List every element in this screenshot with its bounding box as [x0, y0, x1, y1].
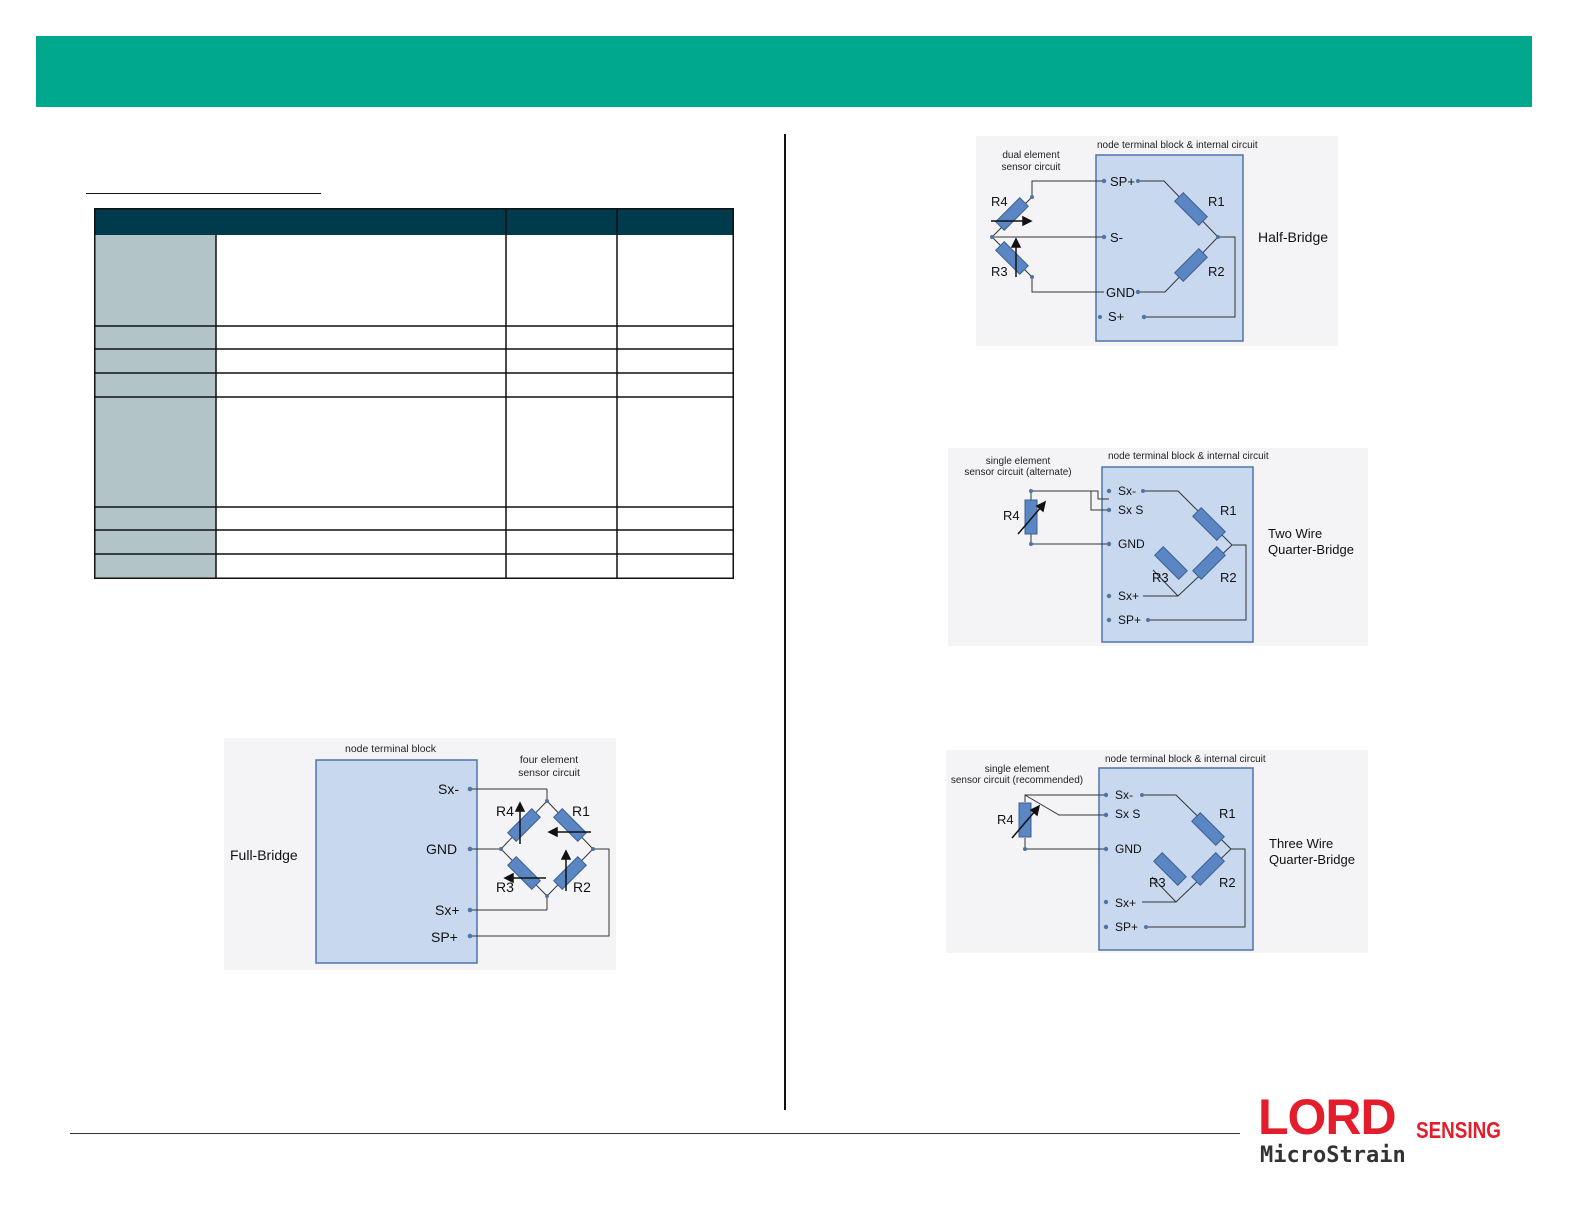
page-header-bar: [36, 36, 1532, 107]
bridge-type-label: Quarter-Bridge: [1268, 542, 1354, 557]
bridge-type-label: Full-Bridge: [230, 847, 298, 863]
resistor-label: R3: [1152, 570, 1169, 585]
pin-label: Sx S: [1118, 503, 1144, 517]
bridge-type-label: Two Wire: [1268, 526, 1323, 541]
resistor-label: R2: [1219, 875, 1236, 890]
pin-label: GND: [1118, 537, 1145, 551]
sensor-title: sensor circuit: [518, 767, 580, 779]
sensor-title: sensor circuit: [1001, 162, 1061, 173]
table-header-row: [94, 208, 734, 235]
pin-label: Sx+: [1118, 589, 1140, 603]
logo-brand: LORD: [1258, 1089, 1396, 1145]
resistor-label: R4: [496, 803, 514, 819]
pin-label: Sx+: [1115, 896, 1137, 910]
pin-label: GND: [1115, 842, 1142, 856]
resistor-label: R4: [1003, 508, 1020, 523]
pin-label: SP+: [1115, 920, 1139, 934]
two-wire-quarter-bridge-diagram: [948, 448, 1368, 646]
bridge-type-label: Half-Bridge: [1258, 229, 1329, 245]
sensor-title: sensor circuit (recommended): [950, 775, 1084, 786]
sensor-title: single element: [984, 764, 1050, 775]
resistor-label: R3: [496, 879, 514, 895]
sensor-title: dual element: [1002, 150, 1060, 161]
half-bridge-diagram: [976, 136, 1338, 346]
resistor-label: R4: [991, 194, 1008, 209]
three-wire-quarter-bridge-diagram: [946, 750, 1368, 953]
resistor-label: R3: [991, 264, 1008, 279]
sensor-title: sensor circuit (alternate): [964, 467, 1072, 478]
resistor-label: R4: [997, 812, 1014, 827]
block-title: node terminal block & internal circuit: [1105, 754, 1266, 765]
pin-label: Sx-: [438, 781, 459, 797]
pin-label: GND: [1106, 285, 1135, 300]
section-heading-underline: [86, 193, 321, 194]
sensor-title: single element: [985, 456, 1051, 467]
block-title: node terminal block & internal circuit: [1108, 451, 1269, 462]
resistor-label: R1: [1208, 194, 1225, 209]
pin-label: SP+: [1110, 174, 1135, 189]
bridge-type-label: Quarter-Bridge: [1269, 852, 1355, 867]
pin-label: Sx+: [435, 902, 460, 918]
resistor-label: R2: [1208, 264, 1225, 279]
pin-label: Sx-: [1115, 788, 1133, 802]
pin-label: GND: [426, 841, 458, 857]
bridge-type-label: Three Wire: [1269, 836, 1334, 851]
resistor-label: R2: [573, 879, 591, 895]
resistor-label: R1: [1220, 503, 1237, 518]
column-divider: [784, 134, 786, 1110]
resistor-label: R3: [1149, 875, 1166, 890]
footer-rule: [70, 1133, 1240, 1134]
full-bridge-diagram: [224, 738, 616, 970]
logo-subtitle: MicroStrain: [1260, 1143, 1406, 1168]
specification-table: [94, 208, 734, 579]
resistor-label: R1: [1219, 806, 1236, 821]
table-label-column: [94, 235, 216, 579]
resistor-label: R1: [572, 803, 590, 819]
pin-label: Sx S: [1115, 807, 1141, 821]
lord-sensing-logo: [1258, 1089, 1508, 1170]
resistor-label: R2: [1220, 570, 1237, 585]
block-title: node terminal block: [345, 743, 437, 755]
pin-label: Sx-: [1118, 484, 1136, 498]
pin-label: S-: [1110, 230, 1123, 245]
block-title: node terminal block & internal circuit: [1097, 140, 1258, 151]
pin-label: SP+: [1118, 613, 1142, 627]
sensor-title: four element: [519, 754, 579, 766]
pin-label: S+: [1108, 309, 1125, 324]
pin-label: SP+: [431, 929, 458, 945]
logo-suffix: SENSING: [1416, 1117, 1501, 1143]
